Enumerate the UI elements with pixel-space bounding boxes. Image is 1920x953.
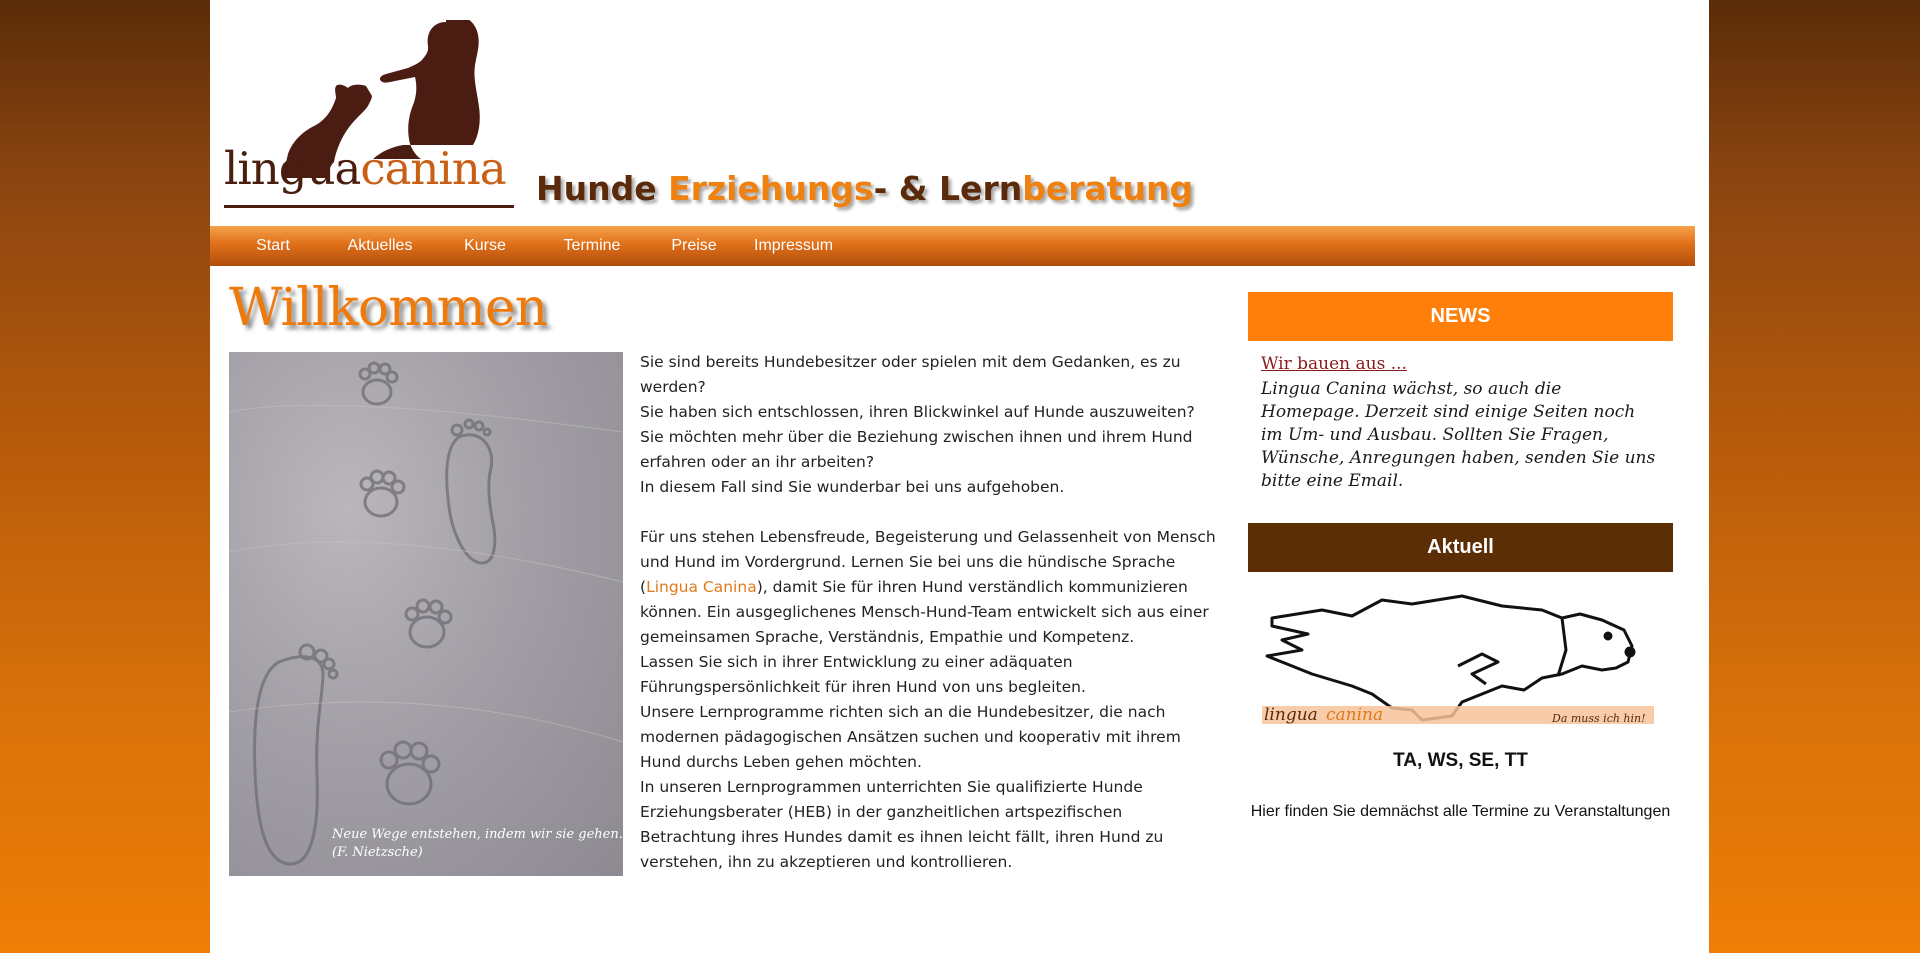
nav-item-aktuelles[interactable]: Aktuelles (347, 237, 413, 254)
welcome-paragraph-4: In diesem Fall sind Sie wunderbar bei uns aufgehoben. (640, 478, 1065, 496)
paw-print (361, 471, 404, 516)
footprint (255, 657, 323, 864)
brand-name-inline: Lingua Canina (646, 578, 757, 596)
tagline-part-hunde: Hunde (536, 169, 669, 208)
logo-word-lingua: lingua (224, 142, 361, 195)
quote-text: Neue Wege entstehen, indem wir sie gehen. (332, 827, 623, 842)
paw-print (381, 742, 439, 804)
nav-item-kurse[interactable]: Kurse (464, 237, 506, 254)
welcome-paragraph-8: In unseren Lernprogrammen unterrichten Sie qualifizierte Hunde Erziehungsberater (HEB) in der ganzheitlichen artspezifischen Betrachtung ihres Hundes damit es ihnen leicht fällt, ihren Hund zu verstehen, ihn zu akzeptieren und kontrollieren. (640, 778, 1164, 871)
nav-item-preise[interactable]: Preise (671, 237, 717, 254)
logo-wordmark (224, 142, 506, 195)
nav-item-termine[interactable]: Termine (563, 237, 621, 254)
dog-body-outline (1267, 596, 1632, 720)
welcome-paragraph-6: Lassen Sie sich in ihrer Entwicklung zu einer adäquaten Führungspersönlichkeit für ihren Hund von uns begleiten. (640, 653, 1086, 696)
tagline-part-beratung: beratung (1022, 169, 1194, 208)
welcome-paragraph-1: Sie sind bereits Hundebesitzer oder spielen mit dem Gedanken, es zu werden? (640, 353, 1181, 396)
nietzsche-quote (332, 826, 623, 862)
woman-silhouette (373, 20, 480, 159)
nav-item-start[interactable]: Start (256, 237, 290, 254)
welcome-paragraph-3: Sie möchten mehr über die Beziehung zwischen ihnen und ihrem Hund erfahren oder an ihr arbeiten? (640, 428, 1193, 471)
running-dog-logo (1262, 590, 1667, 738)
welcome-paragraph-2: Sie haben sich entschlossen, ihren Blickwinkel auf Hunde auszuweiten? (640, 403, 1195, 421)
footprint (447, 435, 495, 563)
welcome-paragraph-5: Für uns stehen Lebensfreude, Begeisterung und Gelassenheit von Mensch und Hund im Vordergrund. Lernen Sie bei uns die hündische Sprache (Lingua Canina), damit Sie für ihren Hund verständlich kommunizieren können. Ein ausgeglichenes Mensch-Hund-Team entwickelt sich aus einer gemeinsamen Sprache, Verständnis, Empathie und Kompetenz. (640, 528, 1216, 646)
main-navigation (210, 226, 1695, 266)
site-tagline (536, 169, 1194, 208)
dog-logo-slogan: Da muss ich hin! (1552, 712, 1646, 725)
tagline-part-erziehungs: Erziehungs (668, 169, 874, 208)
dog-logo-word-canina: canina (1326, 705, 1384, 725)
logo-word-canina: canina (360, 142, 506, 195)
events-description: Hier finden Sie demnächst alle Termine zu Veranstaltungen (1250, 803, 1671, 820)
logo-underline (224, 205, 514, 208)
news-body: Lingua Canina wächst, so auch die Homepage. Derzeit sind einige Seiten noch im Um- und Ausbau. Sollten Sie Fragen, Wünsche, Anregungen haben, senden Sie uns bitte eine Email. (1261, 379, 1656, 491)
footprints-photo (229, 352, 623, 876)
dog-logo-word-lingua: lingua (1264, 705, 1318, 725)
aktuell-header: Aktuell (1248, 523, 1673, 572)
news-header: NEWS (1248, 292, 1673, 341)
paw-print (406, 600, 451, 647)
page-title: Willkommen (229, 278, 548, 338)
paw-print (360, 363, 397, 404)
news-link-wir-bauen-aus[interactable]: Wir bauen aus ... (1261, 354, 1407, 374)
welcome-paragraph-7: Unsere Lernprogramme richten sich an die Hundebesitzer, die nach modernen pädagogischen Ansätzen suchen und kooperativ mit ihrem Hund durchs Leben gehen möchten. (640, 703, 1181, 771)
events-title: TA, WS, SE, TT (1393, 750, 1528, 771)
page-container (210, 0, 1709, 953)
tagline-part-lern: - & Lern (873, 169, 1023, 208)
quote-author: (F. Nietzsche) (332, 845, 423, 860)
nav-item-impressum[interactable]: Impressum (754, 237, 834, 254)
